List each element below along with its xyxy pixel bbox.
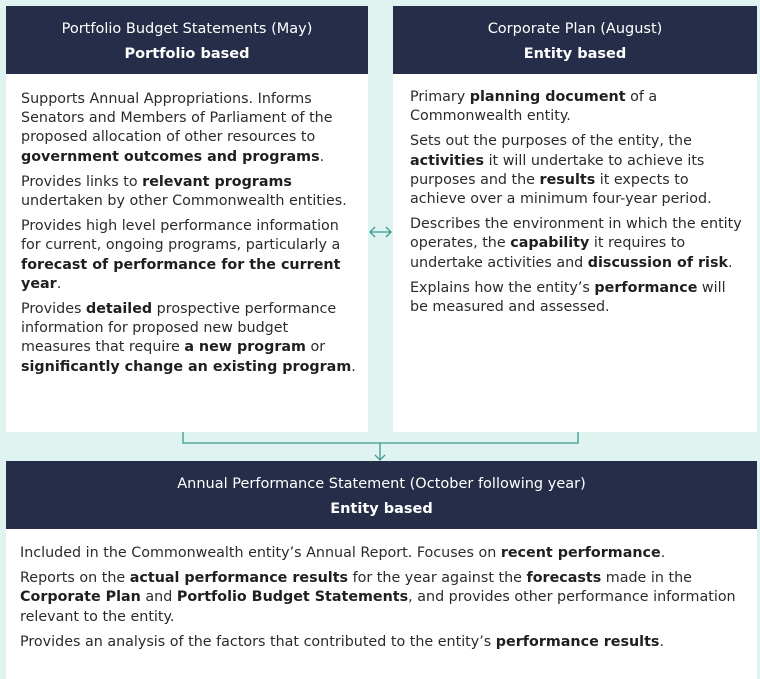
text-run: for the year against the [348,570,527,587]
text-run: Describes the environment in which the entity operates, the [410,216,742,252]
paragraph [21,300,358,377]
text-run: it expects to achieve over a minimum four-year period. [410,171,712,208]
bold-text: capability [510,235,590,252]
cp-subtitle: Entity based [523,46,627,62]
text-run: Provides high level performance information for current, ongoing programs, particularly a [21,218,341,254]
bold-text: planning document [469,89,626,105]
text-run: Sets out the purposes of the entity, the [410,133,692,150]
text-run: of a Commonwealth entity. [410,89,658,125]
bold-text: Corporate Plan [20,589,141,606]
bold-text: government outcomes and programs [21,148,320,165]
bold-text: results [539,171,596,188]
cp-header [393,6,757,74]
text-run: Provides [21,301,86,318]
text-run: Supports Annual Appropriations. Informs Senators and Members of Parliament of the proposed allocation of other resources to [21,91,333,146]
paragraph [20,569,747,627]
text-run: . [659,633,664,650]
text-run: Provides an analysis of the factors that contributed to the entity’s [20,633,496,650]
text-run: . [319,148,325,165]
text-run: and [140,589,177,606]
bold-text: performance results [495,633,660,650]
bold-text: relevant programs [142,173,292,190]
bold-text: significantly change an existing program [21,358,352,375]
annual-performance-statement-box [6,461,757,679]
corporate-plan-box [393,6,757,432]
paragraph [410,279,747,317]
bold-text: forecasts [526,570,602,587]
aps-header [6,461,757,529]
bold-text: forecast of performance for the current year [21,256,341,292]
bold-text: Portfolio Budget Statements [176,589,409,606]
paragraph [410,132,747,209]
text-run: will be measured and assessed. [410,279,726,316]
text-run: , and provides other performance information relevant to the entity. [20,589,736,625]
bold-text: discussion of risk [587,254,728,271]
bold-text: actual performance results [129,570,349,587]
text-run: . [56,275,62,292]
bidirectional-arrow-icon [370,227,391,237]
bold-text: performance [594,279,698,296]
paragraph [20,544,747,563]
aps-title: Annual Performance Statement (October following year) [177,476,586,492]
portfolio-budget-statements-box [6,6,368,432]
aps-subtitle: Entity based [330,501,433,517]
pbs-header [6,6,368,74]
paragraph [21,217,358,294]
paragraph [21,173,358,211]
pbs-subtitle: Portfolio based [124,46,250,62]
text-run: prospective performance information for proposed new budget measures that require [21,301,337,356]
text-run: undertaken by other Commonwealth entities. [21,193,347,210]
text-run: . [727,254,733,271]
text-run: Provides links to [21,173,143,190]
pbs-body [6,74,368,377]
paragraph [21,90,358,167]
paragraph [20,633,747,652]
text-run: Included in the Commonwealth entity’s Annual Report. Focuses on [20,545,501,561]
text-run: or [305,339,326,356]
text-run: Explains how the entity’s [410,279,595,296]
merge-connector-arrow [183,432,578,460]
text-run: Reports on the [20,570,130,587]
bold-text: recent performance [500,545,661,561]
cp-body [393,74,757,317]
text-run: it will undertake to achieve its purposes and the [410,152,705,188]
bold-text: activities [410,152,485,169]
text-run: . [660,545,666,561]
bold-text: a new program [184,339,306,356]
cp-title: Corporate Plan (August) [487,21,663,37]
text-run: Primary [410,89,470,105]
paragraph [410,88,747,126]
text-run: . [351,358,356,375]
text-run: made in the [601,570,692,587]
aps-body [6,529,757,652]
text-run: it requires to undertake activities and [410,235,686,271]
bold-text: detailed [85,301,153,318]
paragraph [410,215,747,273]
pbs-title: Portfolio Budget Statements (May) [61,21,313,37]
